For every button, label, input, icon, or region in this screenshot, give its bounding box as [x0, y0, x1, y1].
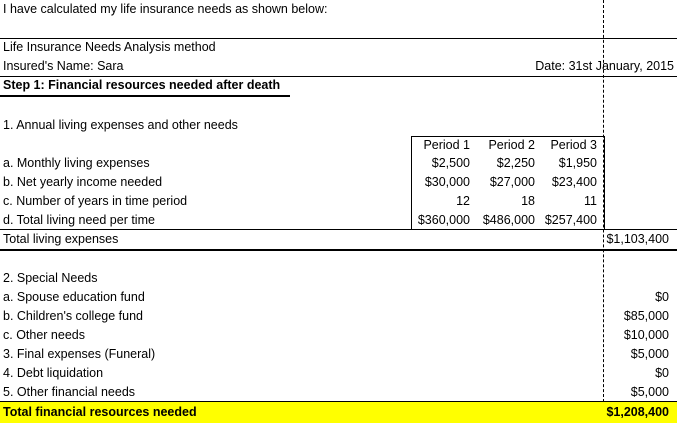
row-label: c. Number of years in time period — [3, 194, 188, 208]
row-label: a. Monthly living expenses — [3, 156, 150, 170]
table-row — [0, 211, 677, 230]
period-2-header: Period 2 — [488, 138, 535, 152]
list-item — [0, 383, 677, 402]
grand-total-row — [0, 401, 677, 423]
item-value: $0 — [655, 366, 669, 380]
period-3-value: 11 — [584, 194, 597, 208]
period-1-value: $2,500 — [431, 156, 470, 170]
intro-row — [0, 0, 677, 19]
item-value: $85,000 — [623, 309, 669, 323]
list-item — [0, 345, 677, 364]
period-3-value: $23,400 — [551, 175, 597, 189]
list-item — [0, 364, 677, 383]
insured-name: Insured's Name: Sara — [3, 59, 124, 73]
period-1-value: 12 — [456, 194, 470, 208]
total-living-value: $1,103,400 — [606, 232, 669, 246]
period-3-header: Period 3 — [550, 138, 597, 152]
list-item — [0, 307, 677, 326]
total-living-label: Total living expenses — [3, 232, 119, 246]
step1-bottom-border — [0, 95, 290, 97]
list-item — [0, 326, 677, 345]
item-value: $5,000 — [630, 347, 669, 361]
period-1-header: Period 1 — [423, 138, 470, 152]
period-2-value: $27,000 — [489, 175, 535, 189]
item-label: 4. Debt liquidation — [3, 366, 104, 380]
period-2-value: $2,250 — [496, 156, 535, 170]
table-row — [0, 192, 677, 211]
period-3-value: $1,950 — [558, 156, 597, 170]
total-living-row — [0, 230, 677, 249]
item-label: 5. Other financial needs — [3, 385, 136, 399]
item-label: a. Spouse education fund — [3, 290, 145, 304]
total-living-bottom-border — [0, 249, 677, 251]
period-1-value: $30,000 — [424, 175, 470, 189]
special-title: 2. Special Needs — [3, 271, 98, 285]
item-value: $5,000 — [630, 385, 669, 399]
grand-total-value: $1,208,400 — [606, 405, 669, 419]
item-label: 3. Final expenses (Funeral) — [3, 347, 156, 361]
step1-row — [0, 76, 677, 95]
step1-heading: Step 1: Financial resources needed after death — [3, 78, 281, 92]
period-3-value: $257,400 — [544, 213, 597, 227]
item-value: $0 — [655, 290, 669, 304]
item-value: $10,000 — [623, 328, 669, 342]
insured-row — [0, 57, 677, 76]
grand-total-label: Total financial resources needed — [3, 405, 197, 419]
period-2-value: 18 — [521, 194, 535, 208]
analysis-title: Life Insurance Needs Analysis method — [3, 40, 216, 54]
item-label: c. Other needs — [3, 328, 85, 342]
table-row — [0, 154, 677, 173]
date-text: Date: 31st January, 2015 — [535, 59, 674, 73]
table-row — [0, 173, 677, 192]
header-title-row — [0, 38, 677, 57]
special-title-row — [0, 269, 677, 288]
item-label: b. Children's college fund — [3, 309, 143, 323]
intro-text: I have calculated my life insurance needs as shown below: — [3, 2, 328, 16]
living-title: 1. Annual living expenses and other needs — [3, 118, 238, 132]
list-item — [0, 288, 677, 307]
period-2-value: $486,000 — [482, 213, 535, 227]
living-title-row — [0, 116, 677, 135]
periods-header-row — [0, 136, 677, 155]
row-label: d. Total living need per time — [3, 213, 155, 227]
period-1-value: $360,000 — [417, 213, 470, 227]
row-label: b. Net yearly income needed — [3, 175, 163, 189]
